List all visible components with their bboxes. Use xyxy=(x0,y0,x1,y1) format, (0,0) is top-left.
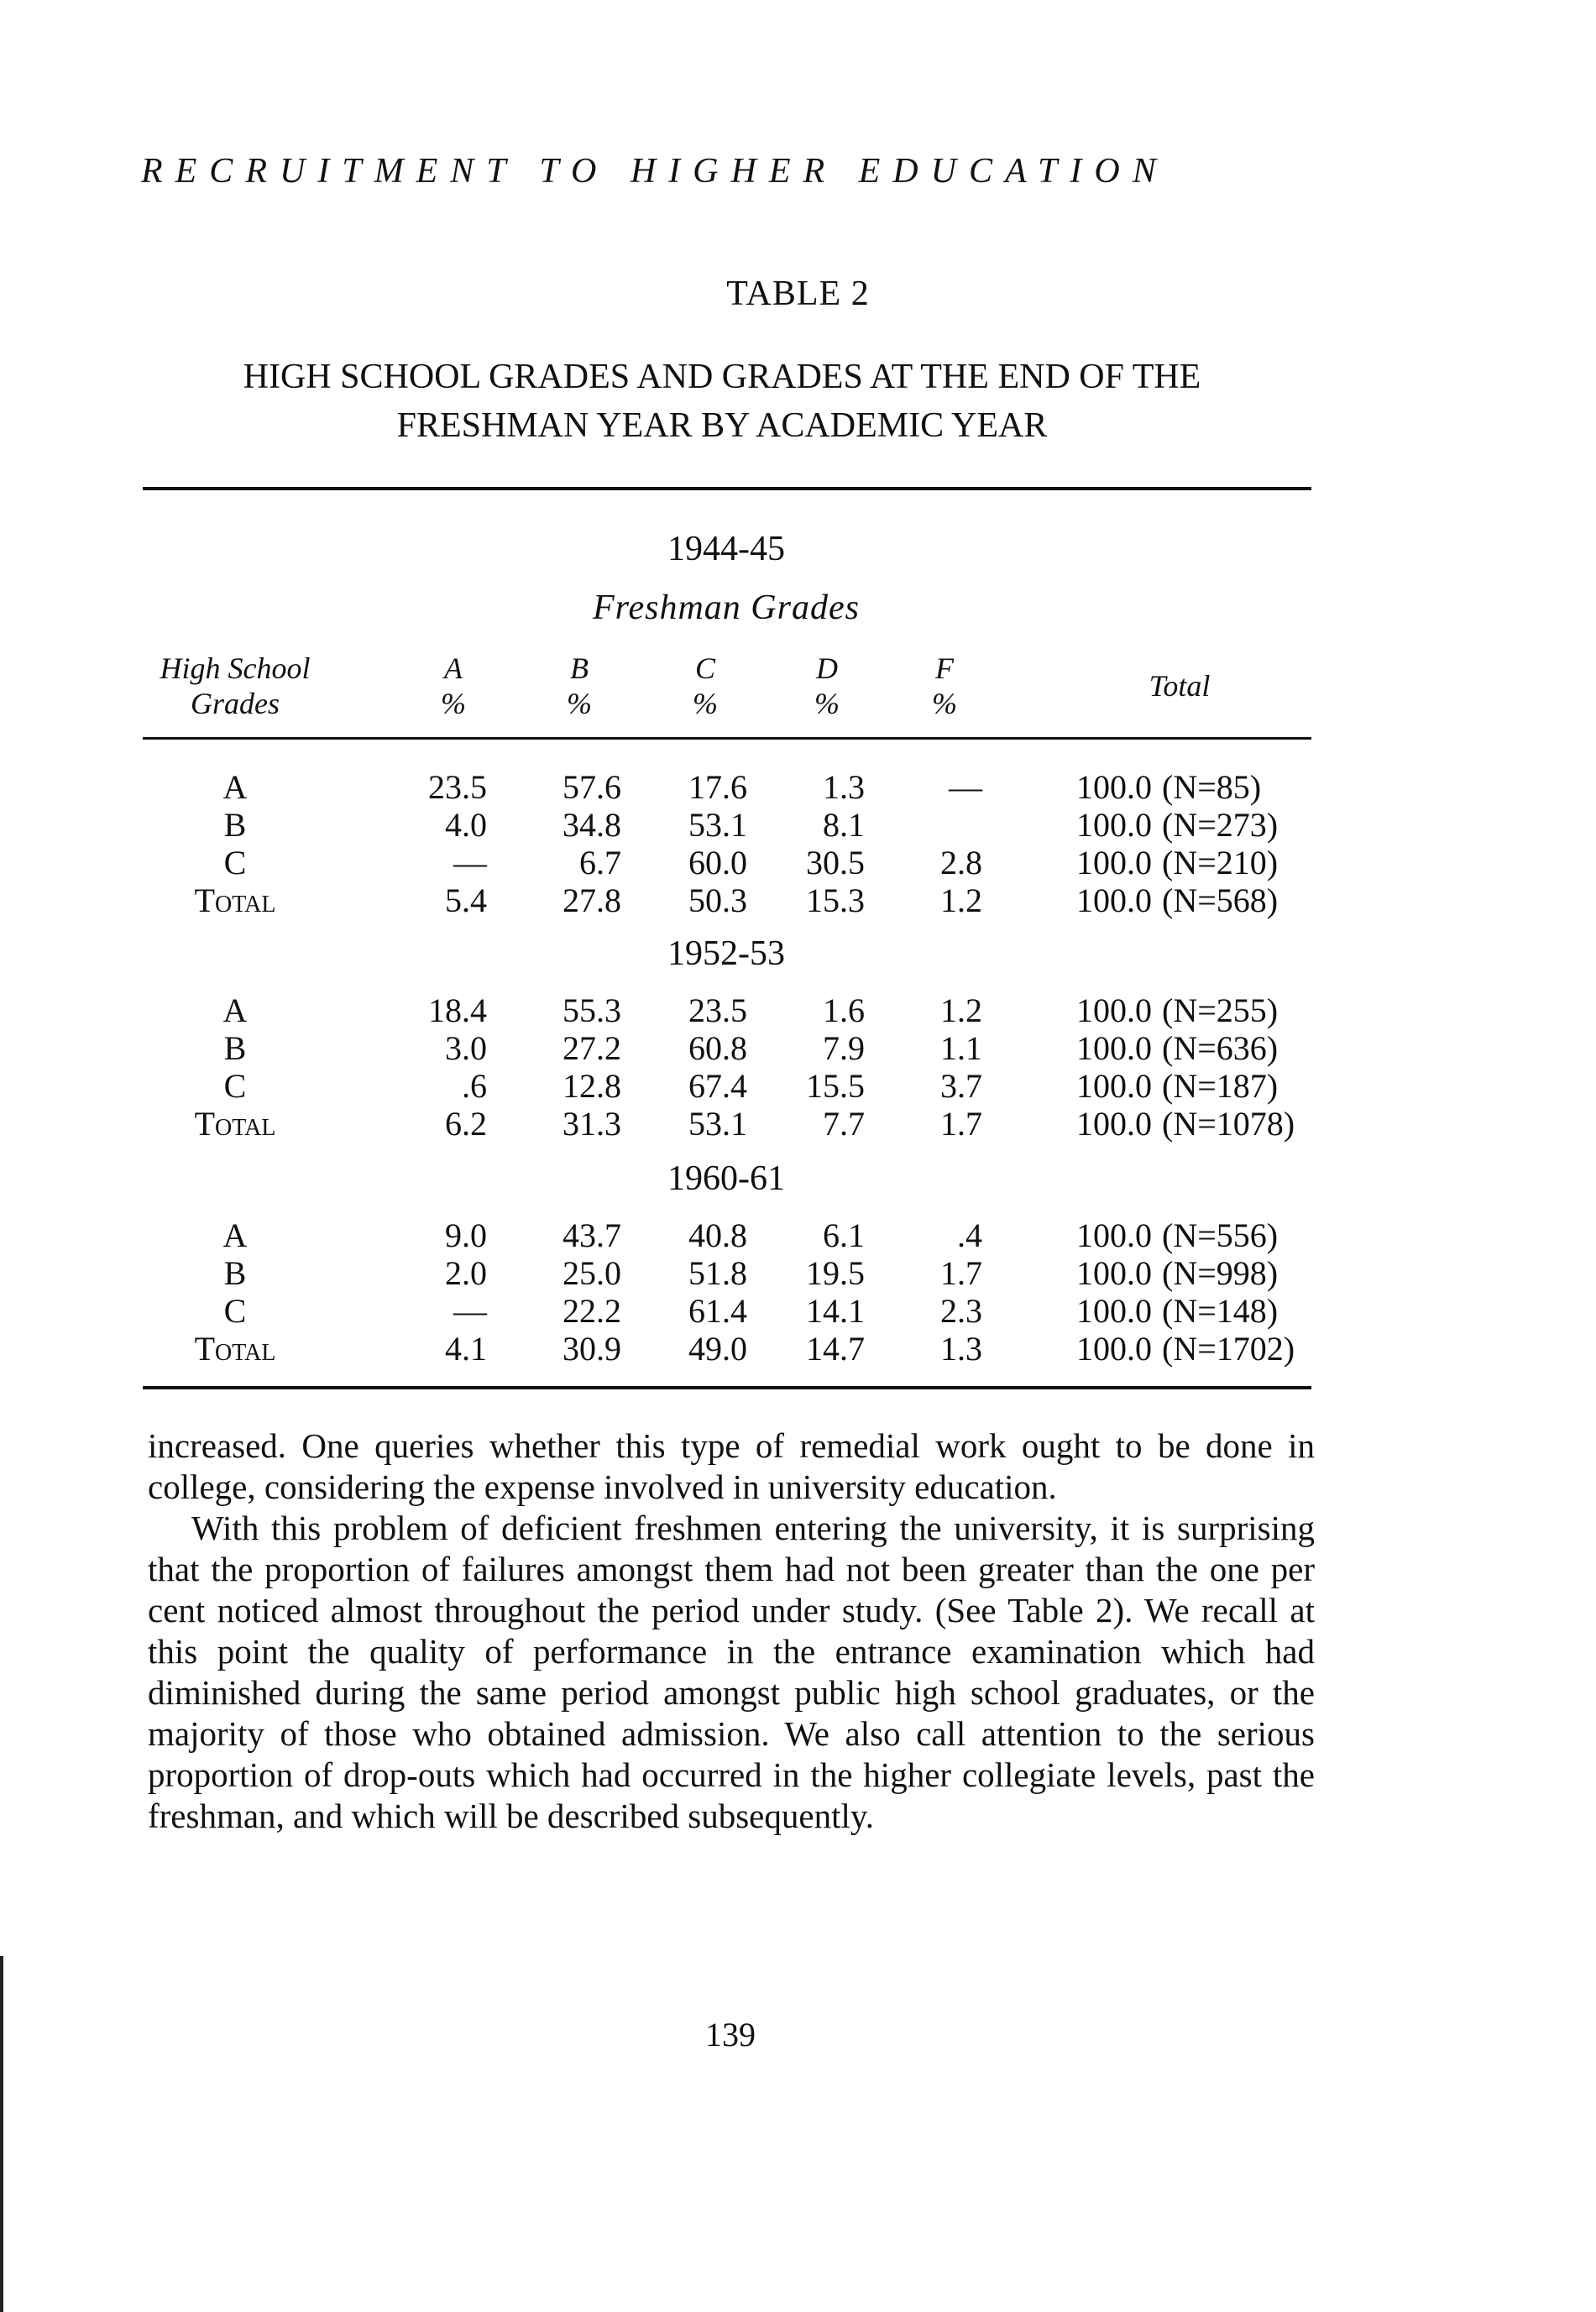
table-row xyxy=(0,805,1596,844)
cell-a: — xyxy=(453,844,487,881)
cell-b: 22.2 xyxy=(563,1292,621,1330)
cell-c: 67.4 xyxy=(688,1067,747,1105)
scan-margin-line xyxy=(0,1956,3,2312)
cell-f: 1.3 xyxy=(940,1330,982,1368)
cell-total: 100.0 xyxy=(1076,1216,1152,1254)
row-label: A xyxy=(222,1216,248,1254)
cell-total: 100.0 xyxy=(1076,1067,1152,1105)
cell-c: 53.1 xyxy=(688,1105,747,1143)
cell-c: 60.8 xyxy=(688,1029,747,1067)
cell-c: 49.0 xyxy=(688,1330,747,1368)
cell-c: 23.5 xyxy=(688,991,747,1029)
header-b-letter: B xyxy=(570,651,589,685)
running-head: RECRUITMENT TO HIGHER EDUCATION xyxy=(141,152,1169,191)
cell-total: 100.0 xyxy=(1076,806,1152,844)
cell-a: .6 xyxy=(462,1067,487,1105)
table-row-total xyxy=(0,1104,1596,1143)
cell-a: 3.0 xyxy=(445,1029,487,1067)
cell-a: 23.5 xyxy=(428,768,487,806)
row-label: A xyxy=(222,768,248,806)
cell-n: (N=1078) xyxy=(1162,1105,1295,1143)
cell-n: (N=85) xyxy=(1162,768,1262,806)
cell-f: — xyxy=(949,768,982,806)
cell-b: 6.7 xyxy=(579,844,621,881)
cell-n: (N=210) xyxy=(1162,844,1279,881)
table-label: TABLE 2 xyxy=(726,275,870,313)
table-top-rule xyxy=(143,487,1311,490)
cell-b: 43.7 xyxy=(563,1216,621,1254)
cell-d: 15.5 xyxy=(806,1067,865,1105)
year-label-1952: 1952-53 xyxy=(667,934,785,973)
cell-a: — xyxy=(453,1292,487,1330)
header-d-pct: % xyxy=(814,687,840,720)
header-a-pct: % xyxy=(441,687,466,720)
header-b-pct: % xyxy=(567,687,592,720)
cell-n: (N=1702) xyxy=(1162,1330,1295,1368)
row-label: B xyxy=(223,1029,247,1067)
header-hs-line-1: High School xyxy=(160,651,311,685)
cell-n: (N=636) xyxy=(1162,1029,1279,1067)
cell-d: 30.5 xyxy=(806,844,865,881)
cell-total: 100.0 xyxy=(1076,768,1152,806)
cell-b: 57.6 xyxy=(563,768,621,806)
cell-b: 27.8 xyxy=(563,881,621,919)
cell-d: 19.5 xyxy=(806,1254,865,1292)
freshman-grades-label: Freshman Grades xyxy=(593,588,860,627)
cell-d: 8.1 xyxy=(823,806,865,844)
cell-d: 15.3 xyxy=(806,881,865,919)
cell-c: 40.8 xyxy=(688,1216,747,1254)
cell-c: 51.8 xyxy=(688,1254,747,1292)
cell-f: 2.8 xyxy=(940,844,982,881)
row-label: C xyxy=(223,1292,247,1330)
cell-d: 1.3 xyxy=(823,768,865,806)
header-d-letter: D xyxy=(816,651,838,685)
row-label: B xyxy=(223,806,247,844)
cell-a: 6.2 xyxy=(445,1105,487,1143)
cell-f: 1.7 xyxy=(940,1105,982,1143)
cell-a: 9.0 xyxy=(445,1216,487,1254)
table-row xyxy=(0,1028,1596,1067)
cell-b: 30.9 xyxy=(563,1330,621,1368)
cell-d: 7.7 xyxy=(823,1105,865,1143)
table-row xyxy=(0,1291,1596,1330)
cell-d: 14.7 xyxy=(806,1330,865,1368)
table-row xyxy=(0,991,1596,1029)
row-label: C xyxy=(223,1067,247,1105)
row-label: Total xyxy=(194,1105,276,1143)
cell-total: 100.0 xyxy=(1076,1292,1152,1330)
header-col-b xyxy=(546,651,613,721)
cell-a: 5.4 xyxy=(445,881,487,919)
cell-total: 100.0 xyxy=(1076,881,1152,919)
row-label: B xyxy=(223,1254,247,1292)
cell-f: 1.2 xyxy=(940,881,982,919)
page-number: 139 xyxy=(705,2016,756,2053)
cell-a: 2.0 xyxy=(445,1254,487,1292)
cell-b: 31.3 xyxy=(563,1105,621,1143)
year-label-1960: 1960-61 xyxy=(667,1159,785,1198)
cell-c: 61.4 xyxy=(688,1292,747,1330)
cell-n: (N=148) xyxy=(1162,1292,1279,1330)
cell-f: .4 xyxy=(957,1216,982,1254)
header-col-d xyxy=(793,651,861,721)
cell-b: 12.8 xyxy=(563,1067,621,1105)
cell-total: 100.0 xyxy=(1076,991,1152,1029)
cell-d: 6.1 xyxy=(823,1216,865,1254)
cell-a: 18.4 xyxy=(428,991,487,1029)
header-col-c xyxy=(672,651,739,721)
table-row xyxy=(0,1253,1596,1292)
cell-total: 100.0 xyxy=(1076,1105,1152,1143)
cell-f: 1.1 xyxy=(940,1029,982,1067)
body-text xyxy=(148,1425,1315,1837)
header-f-letter: F xyxy=(935,651,954,685)
cell-c: 50.3 xyxy=(688,881,747,919)
table-row xyxy=(0,767,1596,806)
row-label: C xyxy=(223,844,247,881)
cell-n: (N=273) xyxy=(1162,806,1279,844)
cell-f: 3.7 xyxy=(940,1067,982,1105)
cell-n: (N=568) xyxy=(1162,881,1279,919)
cell-f: 2.3 xyxy=(940,1292,982,1330)
cell-f: 1.2 xyxy=(940,991,982,1029)
cell-b: 55.3 xyxy=(563,991,621,1029)
table-bottom-rule xyxy=(143,1386,1311,1389)
cell-n: (N=255) xyxy=(1162,991,1279,1029)
row-label: Total xyxy=(194,881,276,919)
cell-b: 34.8 xyxy=(563,806,621,844)
cell-a: 4.0 xyxy=(445,806,487,844)
cell-n: (N=556) xyxy=(1162,1216,1279,1254)
year-label-1944: 1944-45 xyxy=(667,530,785,568)
cell-d: 1.6 xyxy=(823,991,865,1029)
row-label: Total xyxy=(194,1330,276,1368)
cell-total: 100.0 xyxy=(1076,844,1152,881)
table-row xyxy=(0,1066,1596,1105)
cell-b: 25.0 xyxy=(563,1254,621,1292)
row-label: A xyxy=(222,991,248,1029)
header-col-a xyxy=(420,651,487,721)
header-high-school-grades xyxy=(126,651,344,721)
cell-d: 7.9 xyxy=(823,1029,865,1067)
cell-c: 60.0 xyxy=(688,844,747,881)
table-row-total xyxy=(0,1329,1596,1368)
cell-total: 100.0 xyxy=(1076,1330,1152,1368)
cell-b: 27.2 xyxy=(563,1029,621,1067)
table-title-line-1: HIGH SCHOOL GRADES AND GRADES AT THE END OF THE xyxy=(243,358,1201,396)
cell-total: 100.0 xyxy=(1076,1029,1152,1067)
cell-a: 4.1 xyxy=(445,1330,487,1368)
table-title xyxy=(126,353,1318,450)
header-hs-line-2: Grades xyxy=(191,687,280,720)
header-c-pct: % xyxy=(693,687,718,720)
table-row xyxy=(0,843,1596,881)
table-row-total xyxy=(0,881,1596,919)
header-total: Total xyxy=(1149,669,1211,703)
table-title-line-2: FRESHMAN YEAR BY ACADEMIC YEAR xyxy=(396,406,1048,445)
header-a-letter: A xyxy=(444,651,463,685)
header-col-f xyxy=(911,651,978,721)
cell-total: 100.0 xyxy=(1076,1254,1152,1292)
table-row xyxy=(0,1216,1596,1254)
cell-n: (N=998) xyxy=(1162,1254,1279,1292)
cell-f: 1.7 xyxy=(940,1254,982,1292)
cell-c: 53.1 xyxy=(688,806,747,844)
header-rule xyxy=(143,737,1311,740)
header-c-letter: C xyxy=(694,651,715,685)
cell-d: 14.1 xyxy=(806,1292,865,1330)
header-f-pct: % xyxy=(932,687,957,720)
cell-n: (N=187) xyxy=(1162,1067,1279,1105)
paragraph-2: With this problem of deficient freshmen entering the university, it is surprising that the proportion of failures amongst them had not been greater than the one per cent noticed almost throughout the period under study. (See Table 2). We recall at this point the quality of performance in the entrance examination which had diminished during the same period amongst public high school graduates, or the majority of those who obtained admission. We also call attention to the serious proportion of drop-outs which had occurred in the higher collegiate levels, past the freshman, and which will be described subsequently. xyxy=(148,1509,1315,1835)
paragraph-1: increased. One queries whether this type of remedial work ought to be done in college, considering the expense involved in university education. xyxy=(148,1426,1315,1506)
cell-c: 17.6 xyxy=(688,768,747,806)
